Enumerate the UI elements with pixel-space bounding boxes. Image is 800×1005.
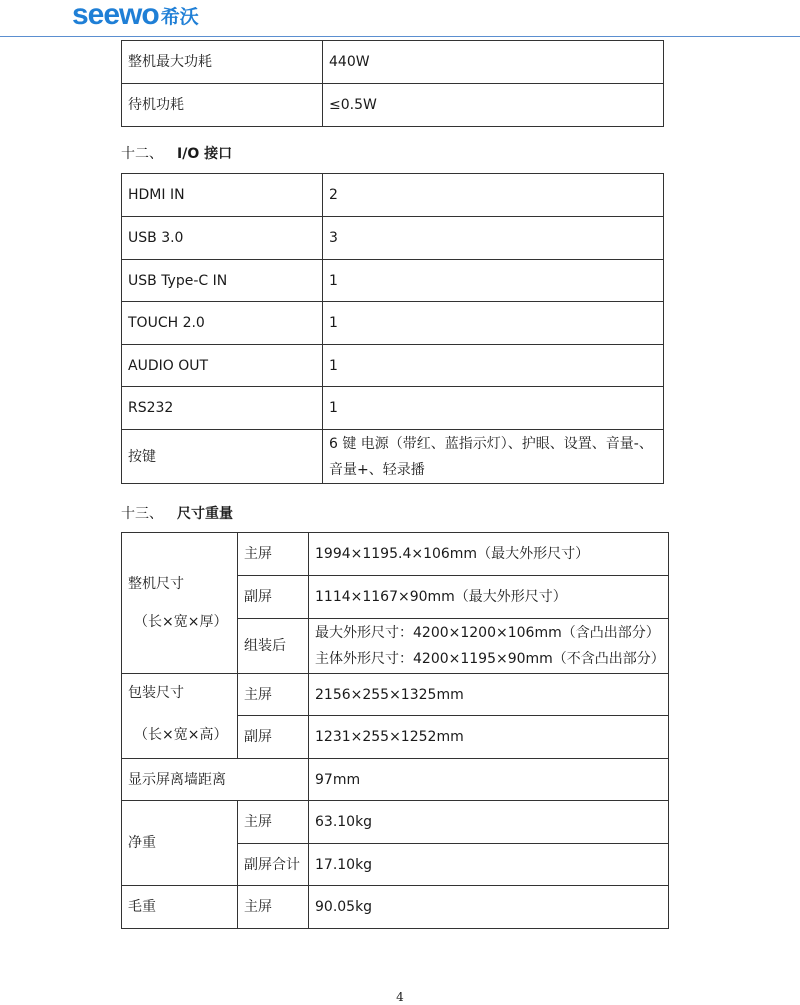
table-row	[122, 387, 664, 430]
unit-size-sub: （长×宽×厚）	[134, 614, 228, 630]
dimension-value: 2156×255×1325mm	[309, 674, 669, 716]
page-number: 4	[396, 990, 404, 1004]
power-label-standby: 待机功耗	[122, 84, 323, 127]
io-value: 1	[323, 387, 664, 430]
io-value: 3	[323, 217, 664, 260]
part-label: 主屏	[238, 674, 309, 716]
gross-weight-label: 毛重	[122, 886, 238, 929]
weight-value: 63.10kg	[309, 801, 669, 844]
part-label: 主屏	[238, 886, 309, 929]
unit-size-label-cell	[122, 533, 238, 674]
section-heading-dimensions	[121, 503, 233, 523]
seewo-logo	[72, 0, 199, 30]
table-row	[122, 41, 664, 84]
part-label: 副屏	[238, 576, 309, 619]
part-label: 副屏	[238, 716, 309, 759]
table-row	[122, 345, 664, 387]
dimension-value-cell	[309, 619, 669, 674]
part-label: 组装后	[238, 619, 309, 674]
weight-value: 17.10kg	[309, 844, 669, 886]
io-label: RS232	[122, 387, 323, 430]
io-value: 6 键 电源（带红、蓝指示灯）、护眼、设置、音量-、音量+、轻录播	[323, 430, 664, 484]
section-number: 十二、	[121, 146, 163, 162]
pack-size-label-cell	[122, 674, 238, 759]
table-row	[122, 217, 664, 260]
io-table	[121, 173, 664, 484]
table-row	[122, 674, 669, 716]
weight-value: 90.05kg	[309, 886, 669, 929]
pack-size-sub: （长×宽×高）	[134, 727, 228, 743]
power-value-standby: ≤0.5W	[323, 84, 664, 127]
table-row	[122, 430, 664, 484]
io-value: 2	[323, 174, 664, 217]
logo-latin-text: seewo	[72, 0, 159, 31]
dimension-value: 1231×255×1252mm	[309, 716, 669, 759]
dimension-value: 最大外形尺寸：4200×1200×106mm（含凸出部分）	[315, 625, 660, 641]
dimension-value: 1994×1195.4×106mm（最大外形尺寸）	[309, 533, 669, 576]
io-label: USB 3.0	[122, 217, 323, 260]
dimension-value: 1114×1167×90mm（最大外形尺寸）	[309, 576, 669, 619]
table-row	[122, 886, 669, 929]
page-header	[0, 0, 800, 37]
pack-size-label: 包装尺寸	[128, 685, 184, 701]
unit-size-label: 整机尺寸	[128, 576, 184, 592]
power-value-max: 440W	[323, 41, 664, 84]
wall-distance-label: 显示屏离墙距离	[122, 759, 309, 801]
power-label-max: 整机最大功耗	[122, 41, 323, 84]
io-value: 1	[323, 260, 664, 302]
dimension-value: 主体外形尺寸：4200×1195×90mm（不含凸出部分）	[315, 651, 665, 667]
power-table	[121, 40, 664, 127]
table-row	[122, 84, 664, 127]
table-row	[122, 174, 664, 217]
section-number: 十三、	[121, 506, 163, 522]
dimensions-table	[121, 532, 669, 929]
io-label: HDMI IN	[122, 174, 323, 217]
net-weight-label: 净重	[122, 801, 238, 886]
logo-cn-text: 希沃	[160, 6, 199, 28]
section-heading-io	[121, 143, 232, 163]
io-label: AUDIO OUT	[122, 345, 323, 387]
part-label: 主屏	[238, 533, 309, 576]
header-divider	[0, 36, 800, 37]
io-label: USB Type-C IN	[122, 260, 323, 302]
wall-distance-value: 97mm	[309, 759, 669, 801]
table-row	[122, 759, 669, 801]
io-value: 1	[323, 302, 664, 345]
part-label: 副屏合计	[238, 844, 309, 886]
table-row	[122, 801, 669, 844]
io-value: 1	[323, 345, 664, 387]
table-row	[122, 260, 664, 302]
section-title: I/O 接口	[177, 146, 233, 162]
io-label: 按键	[122, 430, 323, 484]
table-row	[122, 302, 664, 345]
table-row	[122, 533, 669, 576]
part-label: 主屏	[238, 801, 309, 844]
section-title: 尺寸重量	[177, 506, 233, 522]
io-label: TOUCH 2.0	[122, 302, 323, 345]
